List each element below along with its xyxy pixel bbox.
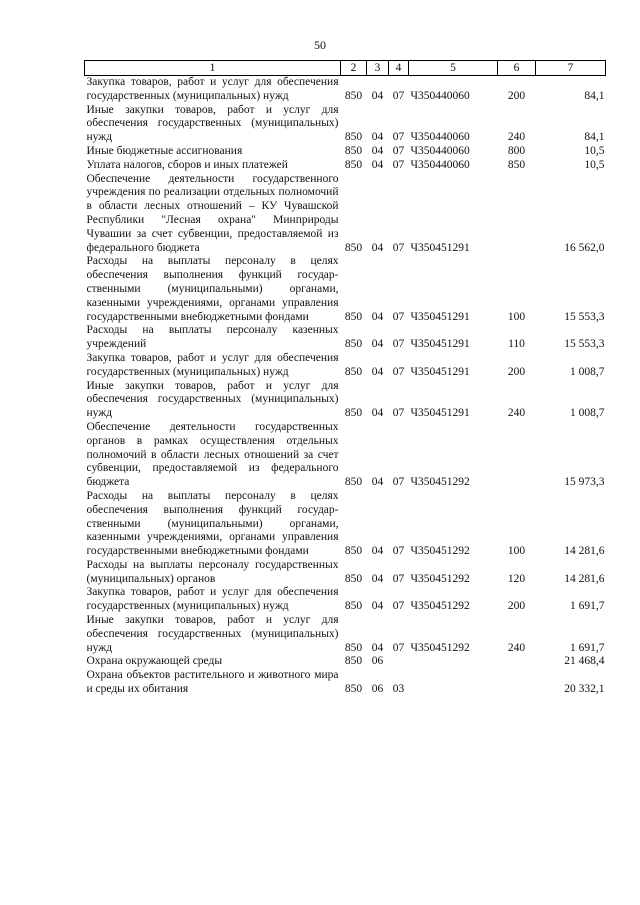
cell-sum: 10,5 [584,144,605,157]
cell-sum: 14 281,6 [564,572,605,585]
cell-podrazdel: 07 [392,545,405,558]
header-col-3: 3 [367,61,389,76]
table-row [85,559,606,587]
cell-glava: 850 [344,600,363,613]
cell-podrazdel: 07 [392,600,405,613]
cell-expense-type: 200 [507,600,526,613]
cell-target-article: Ч350451291 [410,310,470,323]
cell-podrazdel: 07 [392,158,405,171]
cell-name: Охрана объектов растительного и животного мира и среды их обитания [86,669,339,696]
cell-razdel: 04 [371,545,384,558]
cell-sum: 1 691,7 [570,600,605,613]
cell-expense-type [498,173,536,256]
cell-sum: 1 691,7 [570,641,605,654]
cell-name: Обеспечение деятельности государственного учреждения по реализации отдельных полномочий в области лесных отношений – КУ Чувашской Республики "Лесная охрана" Минприроды Чувашии за счет субвенции, предоставляемой из федерального бюджета [86,172,339,254]
table-row [85,104,606,145]
cell-glava: 850 [344,655,363,668]
cell-podrazdel: 07 [392,365,405,378]
header-col-7: 7 [536,61,606,76]
budget-table [84,60,606,697]
cell-razdel: 04 [371,310,384,323]
cell-glava: 850 [344,683,363,696]
cell-expense-type: 120 [507,572,526,585]
table-body [85,76,606,697]
cell-name: Расходы на выплаты персоналу в целях обеспечения выполнения функций государственными (муниципальными) органами, казенными учреждениями, органами управления государственными внебюджетными фондами [86,489,339,558]
header-col-2: 2 [341,61,367,76]
cell-podrazdel: 07 [392,338,405,351]
cell-target-article: Ч350440060 [410,144,470,157]
cell-razdel: 04 [371,476,384,489]
cell-sum: 1 008,7 [570,365,605,378]
cell-name: Иные закупки товаров, работ и услуг для обеспечения государственных (муниципальных) нужд [86,379,339,420]
cell-expense-type: 240 [507,407,526,420]
table-row [85,655,606,669]
cell-target-article: Ч350451292 [410,641,470,654]
cell-target-article: Ч350440060 [410,131,470,144]
cell-target-article: Ч350451291 [410,407,470,420]
cell-razdel: 04 [371,641,384,654]
cell-sum: 15 973,3 [564,476,605,489]
cell-sum: 16 562,0 [564,241,605,254]
table-row [85,669,606,697]
cell-target-article [409,669,498,697]
cell-podrazdel: 07 [392,476,405,489]
cell-sum: 1 008,7 [570,407,605,420]
cell-expense-type: 200 [507,365,526,378]
cell-name: Иные бюджетные ассигнования [86,144,243,157]
header-col-4: 4 [389,61,409,76]
cell-razdel: 06 [371,655,384,668]
cell-razdel: 04 [371,338,384,351]
cell-target-article: Ч350440060 [410,89,470,102]
cell-expense-type: 800 [507,144,526,157]
table-row [85,421,606,490]
cell-podrazdel [389,655,409,669]
cell-razdel: 04 [371,572,384,585]
cell-name: Уплата налогов, сборов и иных платежей [86,158,288,171]
table-row [85,173,606,256]
cell-podrazdel: 03 [392,683,405,696]
cell-name: Закупка товаров, работ и услуг для обеспечения государственных (муниципальных) нужд [86,351,339,378]
cell-target-article [409,655,498,669]
table-row [85,352,606,380]
cell-sum: 15 553,3 [564,310,605,323]
cell-podrazdel: 07 [392,407,405,420]
cell-razdel: 04 [371,89,384,102]
cell-expense-type: 100 [507,310,526,323]
header-col-5: 5 [409,61,498,76]
cell-razdel: 04 [371,407,384,420]
table-header-row [85,61,606,76]
cell-razdel: 04 [371,600,384,613]
cell-podrazdel: 07 [392,641,405,654]
cell-podrazdel: 07 [392,89,405,102]
cell-podrazdel: 07 [392,572,405,585]
cell-podrazdel: 07 [392,131,405,144]
cell-expense-type [498,421,536,490]
cell-target-article: Ч350440060 [410,158,470,171]
cell-name: Иные закупки товаров, работ и услуг для обеспечения государственных (муниципальных) нужд [86,103,339,144]
cell-name: Иные закупки товаров, работ и услуг для обеспечения государственных (муниципальных) нужд [86,614,339,654]
table-row [85,76,606,104]
cell-razdel: 04 [371,365,384,378]
cell-expense-type [498,655,536,669]
cell-sum: 14 281,6 [564,545,605,558]
cell-expense-type [498,669,536,697]
cell-target-article: Ч350451292 [410,545,470,558]
table-row [85,159,606,173]
cell-glava: 850 [344,407,363,420]
cell-name: Расходы на выплаты персоналу казенных учреждений [86,324,339,351]
cell-podrazdel: 07 [392,310,405,323]
table-row [85,586,606,614]
table-row [85,490,606,559]
cell-glava: 850 [344,545,363,558]
page-number: 50 [314,38,326,52]
cell-glava: 850 [344,365,363,378]
cell-sum: 21 468,4 [564,655,605,668]
cell-glava: 850 [344,476,363,489]
cell-podrazdel: 07 [392,241,405,254]
header-col-1: 1 [85,61,341,76]
cell-expense-type: 850 [507,158,526,171]
cell-razdel: 04 [371,144,384,157]
cell-expense-type: 240 [507,641,526,654]
table-row [85,145,606,159]
cell-razdel: 04 [371,241,384,254]
table-row [85,614,606,655]
cell-name: Охрана окружающей среды [86,655,223,668]
cell-name: Закупка товаров, работ и услуг для обеспечения государственных (муниципальных) нужд [86,76,339,102]
cell-glava: 850 [344,131,363,144]
table-row [85,380,606,421]
cell-target-article: Ч350451292 [410,600,470,613]
cell-sum: 84,1 [584,131,605,144]
header-col-6: 6 [498,61,536,76]
cell-glava: 850 [344,144,363,157]
cell-glava: 850 [344,89,363,102]
cell-glava: 850 [344,310,363,323]
cell-target-article: Ч350451291 [410,338,470,351]
cell-expense-type: 240 [507,131,526,144]
cell-sum: 15 553,3 [564,338,605,351]
cell-glava: 850 [344,572,363,585]
cell-razdel: 06 [371,683,384,696]
cell-target-article: Ч350451291 [410,241,470,254]
cell-razdel: 04 [371,158,384,171]
cell-expense-type: 110 [508,338,525,351]
cell-sum: 20 332,1 [564,683,605,696]
cell-glava: 850 [344,241,363,254]
cell-name: Расходы на выплаты персоналу государственных (муниципальных) органов [86,558,339,585]
table-row [85,255,606,324]
cell-target-article: Ч350451291 [410,365,470,378]
cell-sum: 84,1 [584,89,605,102]
cell-glava: 850 [344,641,363,654]
cell-podrazdel: 07 [392,144,405,157]
cell-expense-type: 200 [507,89,526,102]
cell-glava: 850 [344,158,363,171]
cell-name: Обеспечение деятельности государственных органов в рамках осуществления отдельных полномочий в области лесных отношений за счет субвенции, предоставляемой из федерального бюджета [86,420,339,489]
cell-glava: 850 [344,338,363,351]
cell-name: Закупка товаров, работ и услуг для обеспечения государственных (муниципальных) нужд [86,586,339,613]
cell-target-article: Ч350451292 [410,572,470,585]
cell-target-article: Ч350451292 [410,476,470,489]
table-row [85,324,606,352]
cell-razdel: 04 [371,131,384,144]
cell-expense-type: 100 [507,545,526,558]
cell-name: Расходы на выплаты персоналу в целях обеспечения выполнения функций государственными (муниципальными) органами, казенными учреждениями, органами управления государственными внебюджетными фондами [86,255,339,323]
cell-sum: 10,5 [584,158,605,171]
